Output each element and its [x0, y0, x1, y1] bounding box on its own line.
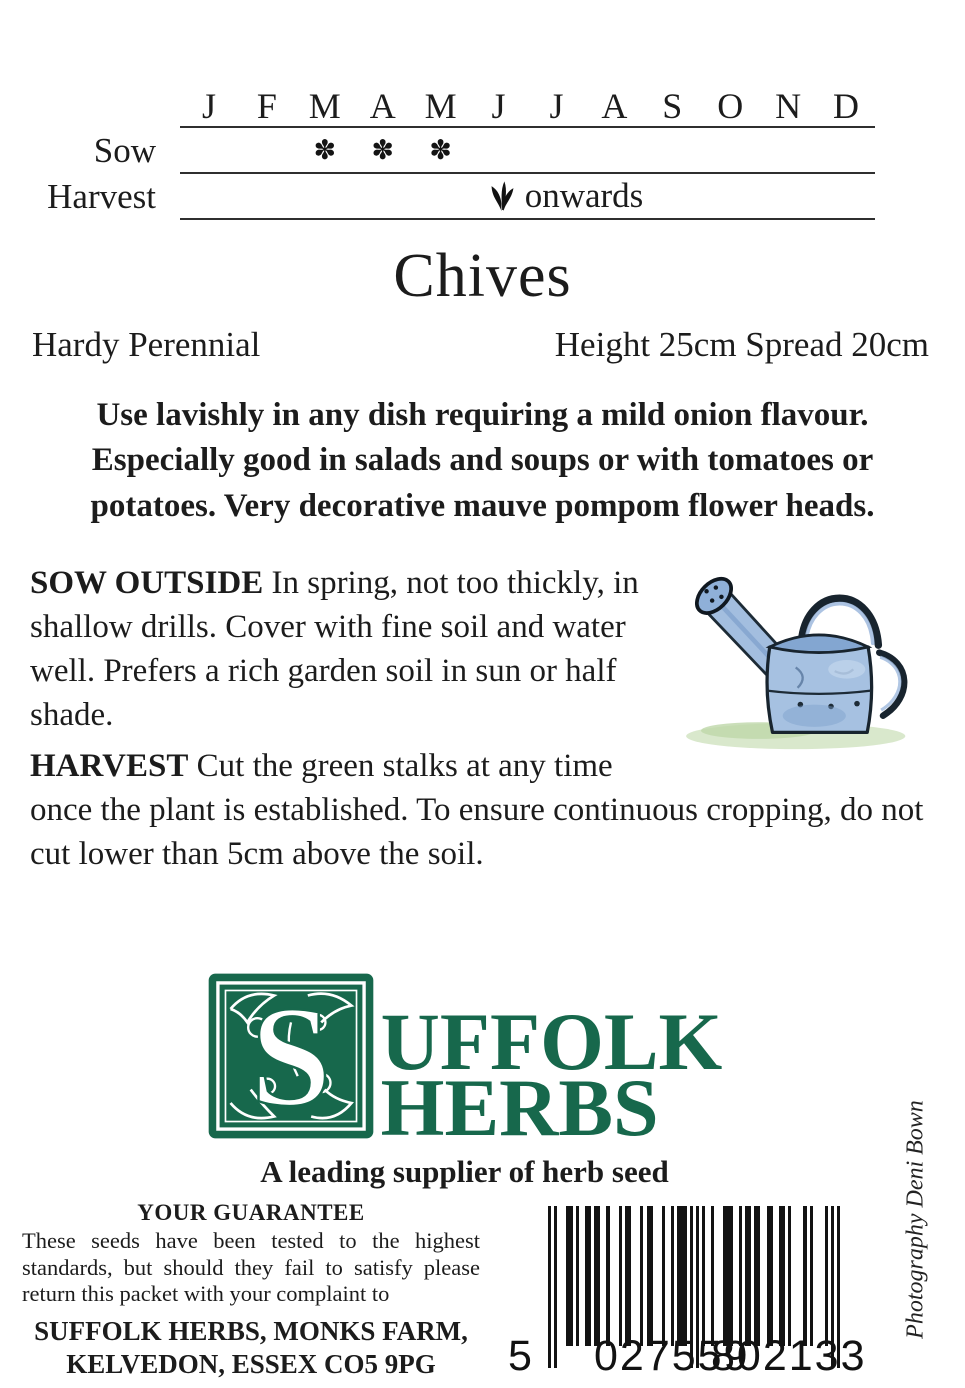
barcode-digits-right: 802133	[711, 1332, 867, 1381]
guarantee-heading: YOUR GUARANTEE	[137, 1200, 365, 1226]
harvest-heading: HARVEST	[30, 747, 189, 784]
harvest-onwards-text: onwards	[524, 176, 644, 215]
brand-tagline: A leading supplier of herb seed	[260, 1154, 669, 1190]
month-letter: N	[775, 86, 802, 126]
calendar-months-label-spacer	[0, 86, 180, 128]
ean13-barcode	[508, 1206, 867, 1388]
calendar-months-row	[0, 86, 965, 128]
suffolk-herbs-logo	[0, 972, 947, 1153]
month-letter: S	[662, 86, 683, 126]
harvest-sprig-icon	[490, 180, 515, 213]
harvest-row-label: Harvest	[47, 177, 156, 216]
plant-dimensions: Height 25cm Spread 20cm	[554, 325, 929, 365]
month-letter: J	[491, 86, 506, 126]
month-letter: F	[256, 86, 277, 126]
address-line-2: KELVEDON, ESSEX CO5 9PG	[66, 1349, 436, 1380]
logo-word-uffolk: UFFOLK	[380, 996, 723, 1088]
calendar-harvest-row	[0, 174, 965, 220]
month-letter: O	[717, 86, 744, 126]
sowing-calendar	[0, 86, 965, 220]
plant-type: Hardy Perennial	[32, 325, 261, 365]
sow-flower-icon: ✽	[313, 134, 337, 166]
logo-initial-emblem	[207, 972, 375, 1140]
sow-outside-body: In spring, not too thickly, in shallow drills. Cover with fine soil and water well. Prefers a rich garden soil in sun or half shade.	[30, 564, 639, 734]
sow-month-markers	[180, 128, 875, 172]
month-letters	[180, 86, 875, 126]
address-line-1: SUFFOLK HERBS, MONKS FARM,	[34, 1316, 468, 1347]
sow-flower-icon: ✽	[371, 134, 395, 166]
month-letter: A	[601, 86, 628, 126]
sow-flower-icon: ✽	[429, 134, 452, 166]
calendar-sow-row	[0, 128, 965, 174]
month-letter: J	[549, 86, 564, 126]
guarantee-block	[22, 1200, 480, 1381]
description-paragraph: Use lavishly in any dish requiring a mild onion flavour. Especially good in salads and soups or with tomatoes or potatoes. Very decorative mauve pompom flower heads.	[90, 397, 875, 524]
sow-row-label: Sow	[93, 131, 156, 170]
harvest-body: Cut the green stalks at any time once the plant is established. To ensure continuous cropping, do not cut lower than 5cm above the soil.	[30, 747, 924, 873]
month-letter: D	[833, 86, 860, 126]
barcode-digits	[508, 1332, 867, 1382]
month-letter: A	[369, 86, 396, 126]
photography-credit: Photography Deni Bown	[902, 1100, 929, 1339]
month-letter: M	[308, 86, 341, 126]
supplier-address	[22, 1315, 480, 1381]
logo-word-herbs: HERBS	[380, 1061, 659, 1153]
month-letter: M	[424, 86, 457, 126]
barcode-digit-first: 5	[508, 1332, 532, 1381]
sow-outside-heading: SOW OUTSIDE	[30, 564, 264, 601]
guarantee-body: These seeds have been tested to the highest standards, but should they fail to satisfy please return this packet with your complaint to	[22, 1228, 480, 1306]
watering-can-illustration	[675, 551, 935, 769]
logo-letter-s: S	[250, 976, 331, 1137]
month-letter: J	[201, 86, 216, 126]
barcode-digits-left: 027559	[594, 1332, 750, 1381]
cultivation-copy	[30, 561, 935, 877]
page-title: Chives	[393, 242, 572, 310]
